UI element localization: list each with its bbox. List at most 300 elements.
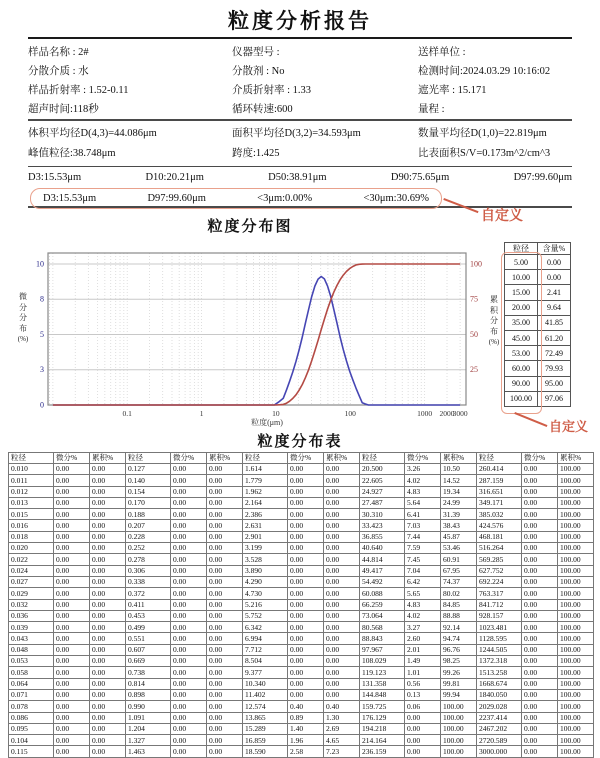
table-cell: 0.00: [90, 689, 126, 700]
table-cell: 100.00: [558, 509, 594, 520]
table-cell: 0.00: [324, 656, 360, 667]
table-cell: 1128.595: [477, 633, 522, 644]
table-cell: 60.00: [505, 361, 538, 376]
table-cell: 88.843: [360, 633, 405, 644]
table-cell: 0.551: [126, 633, 171, 644]
table-cell: 0.058: [9, 667, 54, 678]
table-cell: 0.015: [9, 509, 54, 520]
table-cell: 3.199: [243, 543, 288, 554]
table-cell: 0.00: [207, 667, 243, 678]
table-cell: 0.00: [522, 486, 558, 497]
table-cell: 0.00: [522, 565, 558, 576]
table-cell: 0.00: [288, 588, 324, 599]
table-cell: 0.00: [171, 633, 207, 644]
table-cell: 100.00: [558, 610, 594, 621]
table-cell: 0.00: [522, 576, 558, 587]
table-cell: 0.00: [54, 576, 90, 587]
table-cell: 0.00: [288, 520, 324, 531]
table-cell: 100.00: [558, 543, 594, 554]
table-cell: 0.00: [171, 622, 207, 633]
table-cell: 0.00: [90, 497, 126, 508]
table-row: [9, 588, 594, 599]
axis-label-char: 分: [19, 313, 27, 322]
table-cell: 0.00: [54, 531, 90, 542]
table-cell: 100.00: [558, 520, 594, 531]
table-cell: 0.00: [90, 667, 126, 678]
table-cell: 0.020: [9, 543, 54, 554]
table-row: [9, 486, 594, 497]
table-cell: 6.994: [243, 633, 288, 644]
table-row: [9, 531, 594, 542]
table-cell: 0.00: [90, 644, 126, 655]
table-cell: 0.990: [126, 701, 171, 712]
table-cell: 0.029: [9, 588, 54, 599]
table-cell: 0.00: [54, 599, 90, 610]
table-cell: 100.00: [441, 735, 477, 746]
table-cell: 0.00: [171, 746, 207, 757]
table-cell: 0.00: [171, 735, 207, 746]
table-cell: 0.00: [207, 475, 243, 486]
table-cell: 0.00: [207, 633, 243, 644]
table-cell: 6.342: [243, 622, 288, 633]
table-cell: 0.00: [90, 475, 126, 486]
table-cell: 0.00: [90, 633, 126, 644]
x-axis-tick: 2000: [439, 409, 455, 418]
table-cell: 0.00: [288, 475, 324, 486]
table-cell: 194.218: [360, 723, 405, 734]
table-cell: 2.60: [405, 633, 441, 644]
table-cell: 100.00: [558, 565, 594, 576]
table-cell: 2.901: [243, 531, 288, 542]
table-cell: 60.91: [441, 554, 477, 565]
table-cell: 90.00: [505, 376, 538, 391]
table-row: [9, 689, 594, 700]
table-cell: 0.00: [54, 543, 90, 554]
d-value: D10:20.21μm: [145, 172, 204, 183]
info-field: 样品名称 : 2#: [28, 47, 89, 58]
table-cell: 0.00: [207, 689, 243, 700]
table-cell: 0.00: [90, 599, 126, 610]
table-cell: 0.00: [90, 712, 126, 723]
summary-field: 峰值粒径:38.748μm: [28, 148, 116, 159]
table-cell: 0.00: [207, 486, 243, 497]
table-cell: 4.290: [243, 576, 288, 587]
table-cell: 100.00: [441, 723, 477, 734]
info-field: 样品折射率 : 1.52-0.11: [28, 85, 129, 96]
table-cell: 0.00: [90, 565, 126, 576]
table-cell: 0.00: [207, 520, 243, 531]
summary-field: 比表面积S/V=0.173m^2/cm^3: [418, 148, 551, 159]
table-cell: 144.848: [360, 689, 405, 700]
table-cell: 0.00: [324, 486, 360, 497]
table-cell: 0.00: [207, 678, 243, 689]
table-row: [9, 497, 594, 508]
table-cell: 0.411: [126, 599, 171, 610]
table-cell: 22.605: [360, 475, 405, 486]
table-cell: 0.228: [126, 531, 171, 542]
table-cell: 0.032: [9, 599, 54, 610]
table-cell: 0.00: [324, 554, 360, 565]
table-cell: 4.65: [324, 735, 360, 746]
table-cell: 0.022: [9, 554, 54, 565]
table-cell: 0.00: [90, 509, 126, 520]
column-header: 微分%: [288, 453, 324, 464]
table-cell: 15.289: [243, 723, 288, 734]
table-cell: 0.00: [405, 746, 441, 757]
table-cell: 100.00: [558, 588, 594, 599]
summary-field: 体积平均径D(4,3)=44.086μm: [28, 128, 157, 139]
x-axis-title: 粒度(μm): [251, 418, 283, 427]
table-cell: 0.00: [207, 554, 243, 565]
axis-label-char: (%): [17, 335, 29, 343]
d-value: D50:38.91μm: [268, 172, 327, 183]
table-cell: 6.42: [405, 576, 441, 587]
table-cell: 97.967: [360, 644, 405, 655]
column-header: 粒径: [243, 453, 288, 464]
column-header: 粒径: [477, 453, 522, 464]
table-cell: 0.00: [288, 656, 324, 667]
column-header: 微分%: [522, 453, 558, 464]
table-cell: 468.181: [477, 531, 522, 542]
table-cell: 0.40: [324, 701, 360, 712]
x-axis-tick: 0.1: [122, 409, 132, 418]
table-cell: 100.00: [558, 678, 594, 689]
chart-title: 粒度分布图: [207, 219, 293, 235]
table-cell: 0.00: [324, 475, 360, 486]
table-cell: 0.499: [126, 622, 171, 633]
table-cell: 0.00: [522, 678, 558, 689]
table-cell: 0.00: [54, 565, 90, 576]
table-cell: 0.00: [522, 644, 558, 655]
table-cell: 0.00: [90, 486, 126, 497]
table-cell: 44.814: [360, 554, 405, 565]
table-cell: 27.487: [360, 497, 405, 508]
annotation-line: [514, 412, 547, 427]
table-cell: 30.310: [360, 509, 405, 520]
table-cell: 72.49: [538, 346, 571, 361]
page-title: 粒度分析报告: [228, 9, 372, 33]
table-cell: 0.00: [324, 520, 360, 531]
table-cell: 0.372: [126, 588, 171, 599]
table-cell: 0.00: [324, 497, 360, 508]
table-cell: 100.00: [558, 667, 594, 678]
table-cell: 9.377: [243, 667, 288, 678]
table-cell: 0.00: [54, 509, 90, 520]
table-cell: 0.00: [207, 712, 243, 723]
table-row: [9, 520, 594, 531]
table-cell: 424.576: [477, 520, 522, 531]
table-cell: 0.086: [9, 712, 54, 723]
table-cell: 95.00: [538, 376, 571, 391]
table-cell: 45.00: [505, 330, 538, 345]
table-cell: 60.088: [360, 588, 405, 599]
table-cell: 0.00: [207, 723, 243, 734]
table-cell: 0.00: [54, 622, 90, 633]
column-header: 含量%: [538, 243, 571, 255]
table-cell: 1.779: [243, 475, 288, 486]
table-cell: 98.25: [441, 656, 477, 667]
table-cell: 0.00: [288, 565, 324, 576]
table-cell: 6.41: [405, 509, 441, 520]
table-cell: 0.00: [171, 689, 207, 700]
table-cell: 0.00: [54, 644, 90, 655]
table-cell: 31.39: [441, 509, 477, 520]
table-cell: 0.00: [171, 576, 207, 587]
table-cell: 0.607: [126, 644, 171, 655]
table-cell: 1244.505: [477, 644, 522, 655]
table-cell: 0.00: [538, 255, 571, 270]
table-cell: 0.00: [288, 554, 324, 565]
table-cell: 0.00: [324, 464, 360, 475]
table-cell: 2.164: [243, 497, 288, 508]
table-cell: 0.00: [522, 588, 558, 599]
table-cell: 0.00: [90, 520, 126, 531]
table-cell: 0.00: [54, 723, 90, 734]
table-cell: 4.02: [405, 610, 441, 621]
table-cell: 80.02: [441, 588, 477, 599]
table-cell: 0.00: [171, 610, 207, 621]
table-cell: 176.129: [360, 712, 405, 723]
custom-value: D3:15.53μm: [43, 193, 97, 204]
sample-info-grid: [28, 44, 584, 120]
column-header: 微分%: [171, 453, 207, 464]
table-cell: 108.029: [360, 656, 405, 667]
table-cell: 0.064: [9, 678, 54, 689]
right-axis-tick: 50: [470, 329, 478, 339]
table-cell: 3.27: [405, 622, 441, 633]
table-cell: 0.00: [54, 633, 90, 644]
table-cell: 0.104: [9, 735, 54, 746]
table-cell: 0.338: [126, 576, 171, 587]
table-cell: 5.65: [405, 588, 441, 599]
table-cell: 100.00: [558, 656, 594, 667]
table-cell: 0.00: [54, 735, 90, 746]
table-cell: 0.170: [126, 497, 171, 508]
table-cell: 100.00: [558, 475, 594, 486]
table-cell: 0.00: [171, 588, 207, 599]
table-cell: 0.00: [171, 678, 207, 689]
table-row: [9, 599, 594, 610]
table-cell: 0.00: [324, 667, 360, 678]
left-axis-tick: 0: [40, 400, 44, 410]
table-cell: 0.00: [288, 531, 324, 542]
table-cell: 0.00: [522, 712, 558, 723]
column-header: 微分%: [54, 453, 90, 464]
table-cell: 385.032: [477, 509, 522, 520]
table-cell: 0.00: [207, 599, 243, 610]
table-cell: 54.492: [360, 576, 405, 587]
table-cell: 316.651: [477, 486, 522, 497]
table-cell: 0.40: [288, 701, 324, 712]
table-cell: 3.26: [405, 464, 441, 475]
table-cell: 0.00: [522, 464, 558, 475]
table-cell: 73.064: [360, 610, 405, 621]
table-cell: 0.071: [9, 689, 54, 700]
table-cell: 0.00: [90, 543, 126, 554]
title-divider: [28, 37, 572, 39]
table-cell: 1372.318: [477, 656, 522, 667]
table-cell: 131.358: [360, 678, 405, 689]
table-cell: 74.37: [441, 576, 477, 587]
right-axis-tick: 100: [470, 259, 482, 269]
table-cell: 0.010: [9, 464, 54, 475]
table-cell: 100.00: [441, 701, 477, 712]
table-cell: 0.00: [90, 610, 126, 621]
table-cell: 0.027: [9, 576, 54, 587]
table-cell: 0.00: [207, 610, 243, 621]
axis-label-char: (%): [488, 338, 500, 346]
x-axis-tick: 10: [272, 409, 280, 418]
table-cell: 0.00: [54, 588, 90, 599]
table-cell: 97.06: [538, 391, 571, 406]
table-row: [9, 543, 594, 554]
table-cell: 84.85: [441, 599, 477, 610]
x-axis-tick: 100: [344, 409, 356, 418]
summary-field: 跨度:1.425: [232, 148, 280, 159]
table-cell: 0.00: [324, 576, 360, 587]
table-cell: 0.00: [522, 531, 558, 542]
table-cell: 4.83: [405, 486, 441, 497]
right-axis-tick: 25: [470, 365, 478, 375]
table-cell: 0.00: [288, 509, 324, 520]
table-cell: 0.00: [171, 599, 207, 610]
table-cell: 19.34: [441, 486, 477, 497]
d-value: D97:99.60μm: [513, 172, 572, 183]
table-cell: 0.127: [126, 464, 171, 475]
table-cell: 0.00: [171, 565, 207, 576]
table-cell: 0.00: [207, 531, 243, 542]
table-cell: 100.00: [558, 644, 594, 655]
table-cell: 627.752: [477, 565, 522, 576]
table-cell: 14.52: [441, 475, 477, 486]
table-cell: 1.96: [288, 735, 324, 746]
table-cell: 0.252: [126, 543, 171, 554]
table-cell: 0.00: [90, 723, 126, 734]
table-row: [9, 735, 594, 746]
table-cell: 11.402: [243, 689, 288, 700]
table-cell: 0.024: [9, 565, 54, 576]
table-cell: 0.095: [9, 723, 54, 734]
table-cell: 100.00: [558, 554, 594, 565]
table-cell: 100.00: [558, 746, 594, 757]
table-cell: 0.00: [324, 543, 360, 554]
table-cell: 0.00: [288, 486, 324, 497]
table-cell: 0.00: [288, 678, 324, 689]
column-header: 粒径: [360, 453, 405, 464]
table-cell: 0.898: [126, 689, 171, 700]
table-cell: 0.00: [171, 667, 207, 678]
table-cell: 0.00: [54, 689, 90, 700]
table-cell: 0.00: [54, 554, 90, 565]
table-cell: 0.00: [522, 610, 558, 621]
table-cell: 0.00: [90, 746, 126, 757]
table-cell: 0.188: [126, 509, 171, 520]
table-cell: 159.725: [360, 701, 405, 712]
table-cell: 100.00: [558, 464, 594, 475]
table-cell: 0.00: [288, 497, 324, 508]
table-cell: 0.00: [324, 622, 360, 633]
table-cell: 0.00: [522, 509, 558, 520]
column-header: 累积%: [90, 453, 126, 464]
table-row: [9, 723, 594, 734]
table-cell: 4.02: [405, 475, 441, 486]
table-cell: 100.00: [441, 746, 477, 757]
custom-annotation-label: 自定义: [481, 209, 523, 224]
info-field: 超声时间:118秒: [28, 104, 99, 115]
table-cell: 0.00: [522, 689, 558, 700]
table-cell: 0.00: [324, 509, 360, 520]
table-cell: 0.669: [126, 656, 171, 667]
table-cell: 763.317: [477, 588, 522, 599]
table-cell: 79.93: [538, 361, 571, 376]
table-cell: 2.69: [324, 723, 360, 734]
table-row: [9, 746, 594, 757]
table-cell: 100.00: [505, 391, 538, 406]
table-cell: 1.01: [405, 667, 441, 678]
column-header: 累积%: [207, 453, 243, 464]
table-cell: 0.00: [207, 735, 243, 746]
table-cell: 0.89: [288, 712, 324, 723]
table-cell: 49.417: [360, 565, 405, 576]
distribution-table: [8, 452, 594, 758]
custom-annotation-label: 自定义: [549, 419, 589, 434]
table-cell: 35.00: [505, 315, 538, 330]
table-cell: 0.00: [207, 656, 243, 667]
table-cell: 0.00: [288, 464, 324, 475]
info-field: 遮光率 : 15.171: [418, 85, 487, 96]
table-cell: 0.00: [54, 610, 90, 621]
table-cell: 10.50: [441, 464, 477, 475]
axis-label-char: 积: [490, 305, 498, 315]
table-cell: 0.115: [9, 746, 54, 757]
table-cell: 0.043: [9, 633, 54, 644]
table-cell: 0.012: [9, 486, 54, 497]
table-header-row: [9, 453, 594, 464]
axis-label-char: 分: [19, 302, 27, 312]
info-field: 送样单位 :: [418, 47, 466, 58]
table-cell: 33.423: [360, 520, 405, 531]
table-cell: 0.56: [405, 678, 441, 689]
table-cell: 7.45: [405, 554, 441, 565]
x-axis-tick: 3000: [452, 409, 468, 418]
table-cell: 0.00: [171, 475, 207, 486]
table-cell: 66.259: [360, 599, 405, 610]
table-cell: 2.41: [538, 285, 571, 300]
table-cell: 20.00: [505, 300, 538, 315]
table-cell: 0.00: [54, 667, 90, 678]
table-cell: 0.00: [54, 464, 90, 475]
table-row: [9, 644, 594, 655]
axis-label-char: 布: [19, 323, 27, 333]
table-cell: 0.00: [54, 701, 90, 712]
info-field: 介质折射率 : 1.33: [232, 85, 312, 96]
table-cell: 0.00: [171, 497, 207, 508]
table-row: [9, 475, 594, 486]
table-row: [9, 667, 594, 678]
table-cell: 38.43: [441, 520, 477, 531]
table-cell: 13.865: [243, 712, 288, 723]
info-field: 分散介质 : 水: [28, 66, 89, 77]
table-cell: 53.46: [441, 543, 477, 554]
left-axis-tick: 8: [40, 294, 44, 304]
table-cell: 3.528: [243, 554, 288, 565]
table-cell: 0.00: [171, 701, 207, 712]
table-row: [9, 656, 594, 667]
table-row: [9, 464, 594, 475]
table-row: [9, 712, 594, 723]
table-cell: 0.00: [171, 509, 207, 520]
info-field: 检测时间:2024.03.29 10:16:02: [418, 66, 551, 77]
